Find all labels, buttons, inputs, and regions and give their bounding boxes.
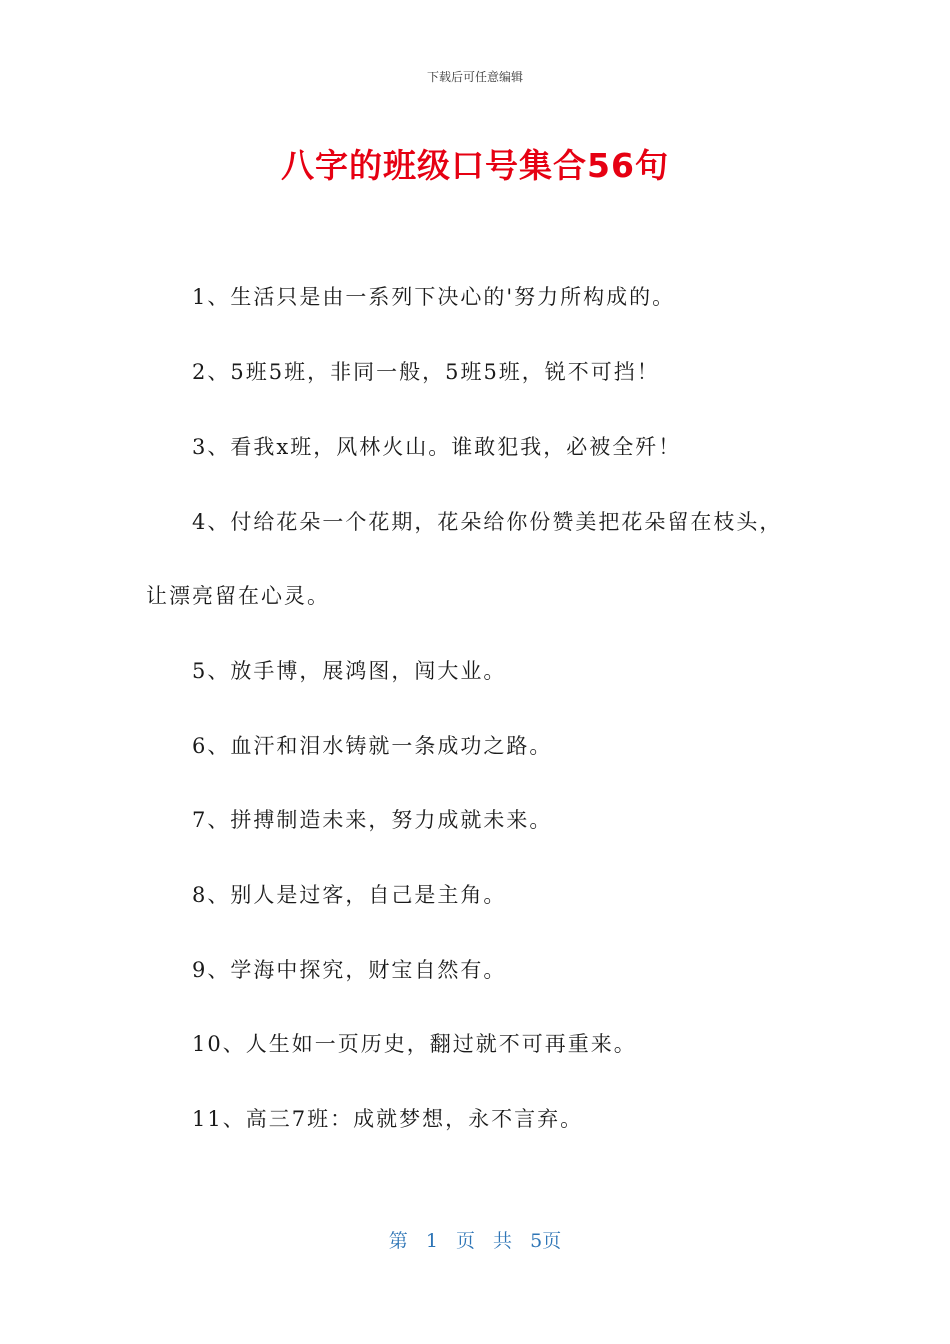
footer-ye: 页 [455, 1230, 475, 1252]
page-footer [0, 1226, 950, 1253]
slogan-line: 9、学海中探究，财宝自然有。 [192, 958, 507, 982]
slogan-line: 5、放手博，展鸿图，闯大业。 [192, 659, 507, 683]
footer-gong: 共 [493, 1230, 513, 1252]
slogan-line: 1、生活只是由一系列下决心的'努力所构成的。 [192, 285, 676, 309]
slogan-line: 7、拼搏制造未来，努力成就未来。 [192, 808, 553, 832]
footer-total-pages: 5页 [530, 1230, 562, 1252]
footer-current-page: 1 [425, 1230, 438, 1252]
slogan-line: 10、人生如一页历史，翻过就不可再重来。 [192, 1032, 637, 1056]
slogan-line: 8、别人是过客，自己是主角。 [192, 883, 507, 907]
slogan-line-continuation: 让漂亮留在心灵。 [146, 584, 330, 608]
slogan-line: 4、付给花朵一个花期，花朵给你份赞美把花朵留在枝头， [192, 510, 783, 534]
page-header-note: 下载后可任意编辑 [426, 70, 523, 84]
slogan-line: 11、高三7班：成就梦想，永不言弃。 [192, 1107, 584, 1131]
slogan-line: 2、5班5班，非同一般，5班5班，锐不可挡！ [192, 360, 660, 384]
slogan-line: 3、看我x班，风林火山。谁敢犯我，必被全歼！ [192, 435, 682, 459]
footer-di: 第 [388, 1230, 408, 1252]
slogan-line: 6、血汗和泪水铸就一条成功之路。 [192, 734, 553, 758]
document-title: 八字的班级口号集合56句 [281, 146, 669, 185]
